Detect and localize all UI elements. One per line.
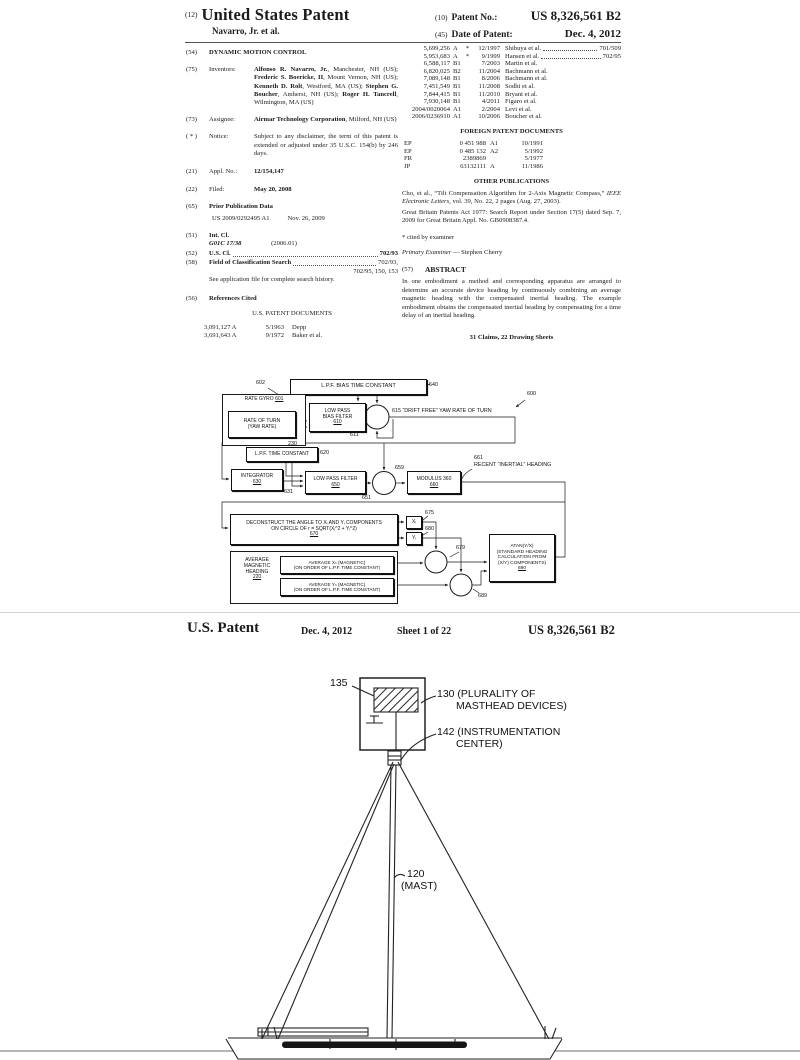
date-of-patent-label: Date of Patent:	[451, 30, 513, 40]
modulus-label: MODULUS 360	[416, 475, 452, 482]
citation-number: 7,451,549	[423, 82, 450, 90]
ref-670: 670	[309, 531, 319, 538]
summing-junction-1	[365, 405, 389, 429]
us-cl-value: 702/93	[379, 250, 398, 258]
callout-659: 659	[395, 465, 404, 471]
ref-220: 220	[252, 574, 262, 581]
us-cl-label: U.S. Cl.	[209, 250, 231, 258]
citation-name: Martin et al.	[505, 60, 538, 68]
dot-leader	[541, 53, 600, 59]
average-xh-box	[280, 556, 394, 574]
citation-date: 5/1963	[265, 324, 284, 332]
leader-135	[352, 686, 374, 696]
callout-230: 230	[288, 441, 297, 447]
citation-kind: A	[453, 45, 458, 52]
field-search-value1: 702/93,	[378, 259, 398, 267]
summing-junction-3	[425, 551, 447, 573]
integrator-label: INTEGRATOR	[240, 473, 274, 480]
citation-date: 12/1997	[478, 45, 500, 52]
callout-130-line2: MASTHEAD DEVICES)	[456, 700, 567, 712]
publication-2: Great Britain Patents Act 1977: Search Report under Section 17(5) dated Sep. 7, 2009 for Great Britain Appl. No. GB0908387.4.	[402, 209, 621, 225]
lpbf-line2: BIAS FILTER	[322, 413, 353, 420]
field-num: (58)	[186, 259, 197, 267]
citation-number: 2006/0236910	[411, 113, 450, 121]
filed-label: Filed:	[209, 186, 225, 194]
dot-leader	[293, 259, 376, 266]
citation-star	[464, 83, 471, 91]
callout-142-line2: CENTER)	[456, 738, 503, 750]
deck-dark-bar	[282, 1042, 467, 1049]
ref-610: 610	[333, 419, 342, 426]
sheet-patent-number: US 8,326,561 B2	[528, 623, 615, 637]
citation-kind	[486, 155, 505, 163]
citation-date: 11/1986	[521, 162, 543, 170]
us-citation-row	[402, 60, 621, 68]
inventor-loc: , Wilmington, MA (US)	[254, 90, 398, 107]
citation-date: 4/2011	[481, 98, 500, 106]
prior-pub-date: Nov. 26, 2009	[287, 214, 325, 222]
citation-name: Hansen et al.	[505, 52, 540, 60]
citation-name: Boucher et al.	[505, 113, 542, 121]
lpf-time-constant-box: L.P.F. TIME CONSTANT	[246, 447, 318, 462]
notice-section	[186, 133, 398, 158]
field-search-label: Field of Classification Search	[209, 259, 292, 267]
avg-yh-line1: AVERAGE Yₕ (MAGNETIC)	[308, 581, 366, 587]
inventor-loc: , Mount Vernon, NH (US);	[323, 74, 398, 82]
citation-date: 9/1972	[265, 332, 284, 340]
us-citation-row	[402, 68, 621, 76]
ref-601: 601	[275, 396, 284, 402]
citation-number: 3,091,127 A	[204, 324, 237, 332]
country-code: EP	[404, 147, 412, 155]
abstract-text: In one embodiment a method and corresponding apparatus are arranged to determine an accurate device heading by continuously combining an average magnetic heading with the compensated inertial heading. The example embodiment obtains the compensated inertial heading by compensating for a time delay of an inertial heading.	[402, 278, 621, 320]
int-cl-year: (2006.01)	[271, 240, 297, 248]
citation-name: Sodhi et al.	[505, 82, 535, 90]
ref-num-45: (45)	[435, 30, 448, 39]
field-search-note: See application file for complete search history.	[209, 275, 335, 283]
foreign-citation-row	[402, 163, 621, 171]
citation-number: 0 485 132	[459, 147, 486, 155]
references-heading: References Cited	[209, 295, 257, 303]
prior-pub-number: US 2009/0292495 A1	[212, 214, 270, 222]
pub1-journal: IEEE Electronic Letters	[402, 189, 621, 205]
assignee-loc: , Milford, NH (US)	[345, 116, 397, 124]
filed-value: May 20, 2008	[254, 186, 292, 194]
avg-yh-line2: (ON ORDER OF L.P.F. TIME CONSTANT)	[293, 587, 381, 592]
patent-number-block	[435, 7, 621, 41]
inventor-name: Stephen G. Boucher	[254, 82, 398, 98]
citation-name: Bachmann et al.	[505, 75, 548, 83]
citation-kind: A1	[490, 140, 499, 148]
us-citation-row	[204, 332, 398, 340]
deconstruct-line1: DECONSTRUCT THE ANGLE TO Xᵢ AND Yᵢ COMPONENTS	[246, 519, 382, 526]
us-citation-row	[402, 83, 621, 91]
claims-line: 31 Claims, 22 Drawing Sheets	[469, 333, 554, 341]
field-num: (54)	[186, 49, 197, 56]
right-column	[402, 45, 621, 342]
int-cl-class: G01C 17/38	[209, 240, 242, 248]
citation-name: Figaro et al.	[505, 98, 537, 106]
citation-number: 6,588,117	[423, 60, 450, 68]
citation-star: *	[465, 45, 470, 52]
ref-630: 630	[252, 479, 262, 485]
sailboat-figure	[0, 650, 800, 1060]
citation-kind: B1	[453, 60, 461, 68]
lpf-label: LOW PASS FILTER	[313, 475, 358, 482]
us-citation-row	[204, 324, 398, 332]
atan-box	[489, 534, 555, 582]
us-citation-row	[402, 53, 621, 61]
deconstruct-line2: ON CIRCLE OF r = SQRT(Xᵢ^2 + Yᵢ^2)	[271, 525, 357, 532]
modulus-360-box	[407, 471, 461, 494]
notice-text: Subject to any disclaimer, the term of this patent is extended or adjusted under 35 U.S.C. 154(b) by 246 days.	[254, 133, 398, 157]
citation-kind: A	[453, 52, 458, 60]
summing-junction-4	[450, 574, 472, 596]
publication-1	[402, 190, 621, 206]
citation-star	[464, 75, 471, 83]
citation-kind: B1	[453, 90, 461, 98]
title-section	[186, 49, 398, 57]
atan-line4: (X/Y) COMPONENTS)	[497, 560, 547, 566]
callout-602: 602	[256, 380, 265, 386]
mast	[387, 765, 391, 1038]
citation-number: 5,699,256	[423, 45, 450, 52]
citation-star	[464, 106, 471, 114]
other-pubs-heading: OTHER PUBLICATIONS	[473, 177, 550, 185]
backstay	[398, 762, 550, 1041]
prior-publication-section	[186, 203, 398, 222]
avg-label-text: AVERAGE MAGNETIC HEADING	[243, 557, 271, 575]
citation-kind: B1	[453, 75, 461, 83]
page-separator-line	[0, 612, 800, 613]
avg-magnetic-heading-label	[236, 558, 278, 581]
sheet-number: Sheet 1 of 22	[397, 626, 452, 637]
dot-leader	[543, 45, 597, 51]
pub1-rest: , vol. 39, No. 22, 2 pages (Aug. 27, 2003).	[449, 197, 561, 205]
examiner-name: — Stephen Cherry	[451, 248, 503, 256]
us-citation-row	[402, 106, 621, 114]
country-code: FR	[404, 155, 413, 163]
citation-star	[464, 60, 471, 68]
appl-no-value: 12/154,147	[254, 168, 284, 176]
citation-number: 7,844,415	[423, 90, 450, 98]
atan-line2: (STANDARD HEADING	[496, 549, 548, 555]
yi-box: Yᵢ	[406, 532, 422, 545]
callout-689: 689	[478, 593, 487, 599]
citation-kind: B2	[453, 67, 461, 75]
citation-number: 5,953,683	[423, 52, 450, 60]
inventor-loc: , Amherst, NH (US);	[277, 90, 343, 98]
inventor-name: Roger H. Tancrell	[342, 90, 397, 98]
citation-kind: A2	[490, 147, 499, 155]
citation-kind: B1	[453, 82, 461, 90]
callout-600: 600	[527, 391, 536, 397]
citation-name: Bachmann et al.	[505, 67, 548, 75]
avg-xh-line2: (ON ORDER OF L.P.F. TIME CONSTANT)	[293, 565, 381, 570]
callout-679: 679	[456, 545, 465, 551]
citation-name: Bryant et al.	[505, 90, 538, 98]
rate-of-turn-line1: RATE OF TURN	[243, 417, 281, 424]
citation-name: Depp	[292, 324, 307, 332]
assignee-section	[186, 116, 398, 124]
forestay	[262, 762, 393, 1039]
first-inventor-line: Navarro, Jr. et al.	[212, 26, 280, 36]
citation-number: 3,691,643 A	[204, 332, 237, 340]
invention-title: DYNAMIC MOTION CONTROL	[209, 49, 307, 56]
foreign-citations-list	[402, 140, 621, 170]
us-cl-section	[186, 250, 398, 258]
prior-pub-heading: Prior Publication Data	[209, 203, 273, 211]
assignee-value	[254, 116, 398, 124]
heading-block-diagram	[0, 375, 800, 612]
header-rule	[185, 42, 621, 43]
citation-name: Levi et al.	[505, 105, 532, 113]
citation-date: 11/2004	[478, 67, 500, 75]
int-cl-value	[209, 232, 398, 248]
integrator-box	[231, 469, 283, 491]
leader-130	[421, 696, 436, 703]
left-column	[186, 49, 398, 340]
citation-star: *	[465, 52, 470, 60]
citation-name: Shibuya et al.	[505, 45, 542, 52]
patent-title: United States Patent	[201, 5, 350, 24]
callout-130-line1: 130 (PLURALITY OF	[437, 688, 536, 700]
citation-number: 2004/0020064	[411, 105, 450, 113]
callout-120-mast: (MAST)	[401, 880, 438, 892]
callout-651: 651	[362, 495, 371, 501]
avg-xh-line1: AVERAGE Xₕ (MAGNETIC)	[308, 559, 366, 565]
abstract-heading-row	[402, 266, 621, 274]
field-num: (21)	[186, 168, 197, 176]
lpbf-line1: LOW PASS	[324, 407, 351, 414]
inventors-label: Inventors:	[209, 66, 236, 74]
field-num: (73)	[186, 116, 197, 124]
field-num: (75)	[186, 66, 197, 74]
citation-name: Baker et al.	[292, 332, 323, 340]
citation-kind: B1	[453, 98, 461, 106]
ref-num-10: (10)	[435, 13, 448, 22]
field-num: (51)	[186, 231, 197, 239]
citation-date: 2/2004	[481, 105, 500, 113]
field-num: (57)	[402, 265, 413, 273]
citation-number: 7,930,148	[423, 98, 450, 106]
field-num: (56)	[186, 295, 197, 303]
ref-num-12: (12)	[185, 10, 198, 19]
citation-star	[464, 98, 471, 106]
citation-star	[464, 113, 471, 121]
field-num: (65)	[186, 203, 197, 211]
citation-number: 0 451 988	[459, 140, 486, 148]
int-cl-section	[186, 232, 398, 248]
leader-120	[394, 874, 405, 878]
us-docs-heading: U.S. PATENT DOCUMENTS	[252, 310, 332, 318]
citation-date: 11/2008	[478, 82, 500, 90]
average-yh-box	[280, 578, 394, 596]
field-num: (52)	[186, 250, 197, 258]
examiner-label: Primary Examiner	[402, 248, 452, 256]
inventor-name: Kenneth D. Rolt	[254, 82, 303, 90]
inventor-loc: , Manchester, NH (US);	[327, 66, 398, 74]
appl-no-section	[186, 168, 398, 176]
us-citation-row	[402, 91, 621, 99]
field-num: (22)	[186, 186, 197, 194]
foreign-docs-heading: FOREIGN PATENT DOCUMENTS	[460, 127, 563, 135]
rate-of-turn-line2: (YAW RATE)	[247, 423, 277, 430]
sheet-header-title: U.S. Patent	[187, 620, 260, 636]
cited-by-examiner: * cited by examiner	[402, 233, 455, 241]
atan-line1: ATAN(Y/X)	[510, 544, 534, 550]
ref-650: 650	[331, 481, 340, 488]
dot-leader	[233, 250, 378, 257]
appl-no-label: Appl. No.:	[209, 168, 238, 176]
examiner-line	[402, 249, 621, 257]
citation-kind: A1	[453, 105, 462, 113]
callout-142-line1: 142 (INSTRUMENTATION	[437, 726, 561, 738]
callout-120: 120	[407, 868, 425, 880]
notice-label: Notice:	[209, 133, 229, 141]
country-code: JP	[404, 162, 411, 170]
field-of-search-section	[186, 259, 398, 284]
recent-inertial-heading-label: RECENT “INERTIAL” HEADING	[474, 462, 552, 468]
patent-number: US 8,326,561 B2	[530, 8, 621, 23]
citation-star	[464, 91, 471, 99]
citation-number: 6,820,025	[423, 67, 450, 75]
citation-star	[464, 68, 471, 76]
callout-615-drift-free: 615 “DRIFT FREE” YAW RATE OF TURN	[392, 408, 492, 414]
citation-date: 9/1999	[481, 52, 500, 60]
us-citation-row	[402, 75, 621, 83]
low-pass-filter-box	[305, 471, 366, 494]
citation-number: 2389869	[462, 155, 486, 163]
pub1-text: Cho, et al., “Tilt Compensation Algorithm for 2-Axis Magnetic Compass,”	[402, 189, 607, 197]
citation-date: 8/2006	[481, 75, 500, 83]
references-cited-section	[186, 295, 398, 340]
rate-of-turn-box	[228, 411, 296, 438]
int-cl-label: Int. Cl.	[209, 231, 229, 239]
masthead-antenna	[374, 688, 418, 712]
citation-class: 701/509	[599, 45, 621, 52]
us-citation-row	[402, 45, 621, 53]
callout-631: 631	[284, 489, 293, 495]
foreign-citation-row	[402, 148, 621, 156]
filed-section	[186, 186, 398, 194]
deconstruct-angle-box	[230, 514, 398, 545]
patent-no-label: Patent No.:	[451, 13, 498, 23]
field-search-value2: 702/95, 150, 153	[353, 267, 398, 275]
citation-date: 5/1992	[524, 147, 543, 155]
us-citation-row	[402, 113, 621, 121]
summing-junction-2	[373, 472, 396, 495]
citation-number: 63132111	[460, 162, 486, 170]
callout-611: 611	[350, 432, 359, 438]
foreign-citation-row	[402, 140, 621, 148]
sailboat-drawing	[0, 650, 800, 1060]
citation-kind: A1	[453, 113, 462, 121]
inventor-name: Alfonso R. Navarro, Jr.	[254, 66, 328, 74]
patent-date: Dec. 4, 2012	[564, 28, 621, 40]
patent-front-header	[185, 5, 621, 40]
country-code: EP	[404, 140, 412, 148]
citation-date: 11/2010	[478, 90, 500, 98]
abstract-heading: ABSTRACT	[425, 264, 466, 274]
inventors-list	[254, 66, 398, 107]
inventor-loc: , Westford, MA (US);	[302, 82, 366, 90]
foreign-citation-row	[402, 155, 621, 163]
callout-640: 640	[429, 382, 438, 388]
assignee-label: Assignee:	[209, 116, 236, 124]
citation-class: 702/95	[602, 52, 621, 60]
assignee-name: Airmar Technology Corporation	[254, 116, 346, 124]
us-citation-row	[402, 98, 621, 106]
citation-date: 10/1991	[521, 140, 543, 148]
citation-date: 7/2003	[481, 60, 500, 68]
atan-line3: CALCULATION FROM	[497, 555, 547, 561]
citation-number: 7,089,148	[423, 75, 450, 83]
ref-690: 690	[517, 566, 526, 572]
callout-135: 135	[330, 677, 348, 689]
rate-gyro-label: RATE GYRO	[244, 396, 274, 402]
sheet-header-date: Dec. 4, 2012	[301, 626, 353, 637]
us-citations-list	[402, 45, 621, 121]
inventors-section	[186, 66, 398, 107]
callout-661: 661	[474, 455, 483, 461]
leader-142	[401, 734, 436, 760]
inventor-name: Frederic S. Boericke, II	[254, 74, 324, 82]
xi-box: Xᵢ	[406, 516, 422, 529]
lpf-bias-time-constant-box: L.P.F. BIAS TIME CONSTANT	[290, 379, 427, 395]
citation-kind: A	[490, 162, 495, 170]
callout-620: 620	[320, 450, 329, 456]
citation-date: 5/1977	[524, 155, 543, 163]
ref-660: 660	[429, 481, 439, 488]
callout-680: 680	[425, 526, 434, 532]
low-pass-bias-filter-box	[309, 403, 366, 432]
citation-date: 10/2006	[478, 113, 500, 121]
field-num: ( * )	[186, 133, 197, 141]
callout-675: 675	[425, 510, 434, 516]
